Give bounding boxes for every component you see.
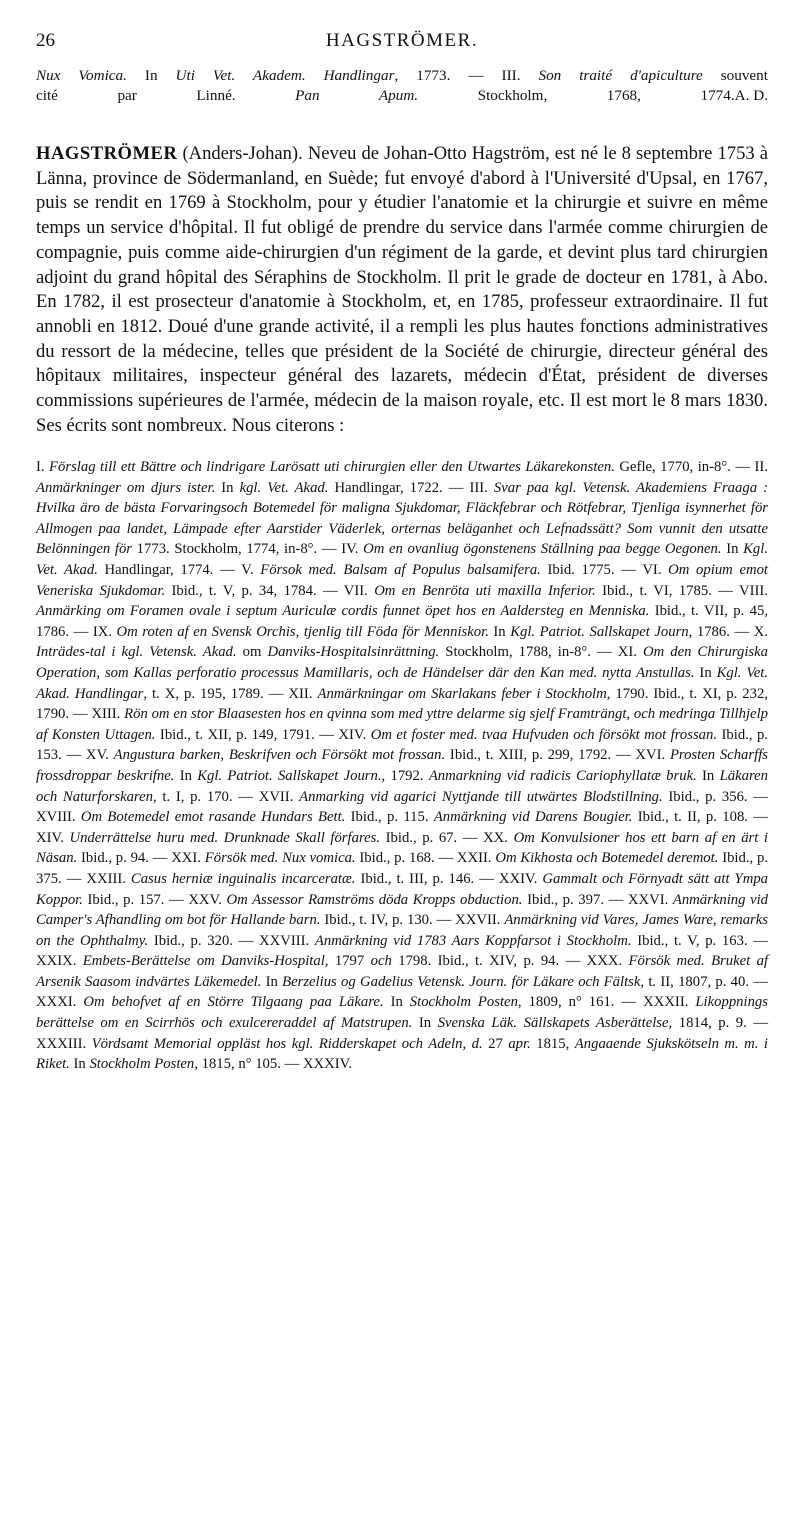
text-run: In	[126, 67, 176, 84]
text-run: 1798. Ibid., t. XIV, p. 94. — XXX.	[391, 953, 629, 970]
text-run: Ibid., t. VI, 1785. — VIII.	[595, 582, 768, 599]
text-run: Ibid. 1775. — VI.	[540, 562, 669, 578]
text-run: 1773. Stockholm, 1774, in-8°. — IV.	[132, 541, 364, 558]
entry-forenames: (Anders-Johan).	[182, 143, 303, 164]
italic-title-run: Angustura barken, Beskrifven och Försökt mot frossan.	[113, 747, 446, 764]
italic-title-run: Angaaende Sjukskötseln m. m. i Riket.	[36, 1035, 769, 1073]
text-run: , t. X, p. 195, 1789. — XII.	[143, 685, 318, 702]
text-run: , t. I, p. 170. — XVII.	[152, 788, 300, 805]
italic-title-run: Pan Apum.	[295, 87, 419, 104]
italic-title-run: Danviks-Hospitalsinrättning.	[267, 644, 440, 661]
text-run: , t. II, 1807, p. 40. — XXXI.	[36, 973, 768, 1011]
text-run: In	[412, 1015, 438, 1032]
text-run: , 1792.	[381, 767, 429, 784]
text-run: Ibid., p. 94. — XXI.	[77, 850, 205, 867]
text-run: In	[69, 1056, 90, 1073]
text-run: Ibid., p. 153. — XV.	[36, 726, 768, 764]
italic-title-run: Försok med. Balsam af Populus balsamifera.	[260, 562, 541, 578]
text-run: om	[236, 644, 268, 661]
text-run: 1815,	[530, 1035, 575, 1052]
italic-title-run: Anmarking vid agarici Nyttjande till utwärtes Blodstillning.	[299, 788, 663, 805]
italic-title-run: Om et foster med. tvaa Hufvuden och försökt mot frossan.	[370, 726, 718, 743]
running-title: HAGSTRÖMER.	[325, 30, 479, 51]
italic-title-run: Om en Benröta uti maxilla Inferior.	[374, 582, 596, 599]
text-run: I.	[36, 459, 50, 476]
text-run: In	[174, 767, 198, 784]
text-run: Ibid., p. 397. — XXVI.	[522, 891, 673, 908]
text-run: Handlingar, 1774. — V.	[97, 562, 261, 578]
italic-title-run: Kgl. Vet. Akad. Handlingar	[36, 664, 768, 702]
text-run: Handlingar, 1722. — III.	[328, 479, 494, 496]
italic-title-run: och	[370, 953, 392, 970]
previous-entry-line-text	[36, 87, 735, 104]
italic-title-run: Om Assessor Ramströms döda Kropps obduction.	[226, 891, 523, 908]
italic-title-run: Likoppnings berättelse om en Scirrhös och exulcereraddel af Matstrupen.	[36, 994, 768, 1032]
italic-title-run: Anmärkning vid Darens Bougier.	[433, 809, 633, 826]
italic-title-run: Son traité d'apiculture	[538, 67, 703, 84]
italic-title-run: Anmärkning vid Camper's Afhandling om bot för Hallande barn.	[36, 891, 769, 929]
text-run: Ibid., p. 115.	[345, 809, 434, 826]
italic-title-run: Anmärkning vid 1783 Aars Koppfarsot i Stockholm.	[314, 932, 632, 949]
text-run: In	[488, 623, 511, 640]
text-run: Ibid., p. 168. — XXII.	[355, 850, 496, 867]
previous-entry-line	[36, 66, 768, 86]
italic-title-run: Om den Chirurgiska Operation, som Kallas perforatio processus Mamillaris, och de Händelser där den Kan med. nytta Anstullas.	[36, 644, 769, 681]
italic-title-run: Kgl. Patriot. Sallskapet Journ	[510, 623, 689, 640]
italic-title-run: Uti Vet. Akadem. Handlingar	[175, 67, 395, 84]
text-run: Ibid., t. XIII, p. 299, 1792. — XVI.	[445, 747, 670, 764]
italic-title-run: Förslag till ett Bättre och lindrigare Larösatt uti chirurgien eller den Utwartes Läkarekonsten.	[49, 459, 615, 476]
text-run: In	[215, 479, 240, 496]
text-run: Ibid., p. 320. — XXVIII.	[148, 932, 315, 949]
text-run: souvent	[702, 67, 768, 84]
text-run: Ibid., t. V, p. 34, 1784. — VII.	[165, 582, 375, 599]
italic-title-run: Läkaren och Naturforskaren	[36, 767, 768, 805]
italic-title-run: Om behofvet af en Större Tilgaang paa Läkare.	[83, 994, 384, 1011]
text-run: , 1790. Ibid., t. XI, p. 232, 1790. — XIII.	[36, 685, 768, 723]
italic-title-run: Försök med. Bruket af Arsenik Saasom indvärtes Läkemedel.	[36, 953, 769, 990]
text-run: Gefle, 1770, in-8°. — II.	[614, 459, 768, 476]
italic-title-run: kgl. Vet. Akad.	[239, 479, 329, 496]
italic-title-run: Anmärkninger om djurs ister.	[36, 479, 216, 496]
italic-title-run: Om en ovanliug ögonstenens Ställning paa begge Oegonen.	[363, 541, 722, 558]
previous-entry-tail	[36, 66, 768, 106]
italic-title-run: Vördsamt Memorial oppläst hos kgl. Ridderskapet och Adeln, d.	[91, 1035, 483, 1052]
italic-title-run: Berzelius og Gadelius Vetensk. Journ. för Läkare och Fältsk	[282, 973, 641, 990]
italic-title-run: Kgl. Patriot. Sallskapet Journ.	[197, 767, 382, 784]
italic-title-run: Underrättelse huru med. Drunknade Skall förfares.	[69, 829, 381, 846]
entry-headword: HAGSTRÖMER	[36, 143, 178, 164]
text-run: cité par Linné.	[36, 87, 296, 104]
text-run: , 1814, p. 9. — XXXIII.	[36, 1015, 768, 1052]
italic-title-run: Rön om en stor Blaasesten hos en qvinna som med yttre delarme sig sjelf Framträngt, och medringa Tillhjelp af Konsten Uttagen.	[36, 706, 769, 743]
italic-title-run: Svenska Läk. Sällskapets Asberättelse	[437, 1015, 669, 1032]
entry-biography-text: Neveu de Johan-Otto Hagström, est né le 8 septembre 1753 à Länna, province de Södermanland, en Suède; fut envoyé d'abord à l'Université d'Upsal, en 1767, puis se rendit en 1769 à Stockholm, pour y étudier l'anatomie et la chirurgie et suivre en même temps un service d'hôpital. Il fut obligé de prendre du service dans l'armée comme chirurgien de compagnie, puis comme aide-chirurgien d'un régiment de la garde, et devint plus tard chirurgien adjoint du grand hôpital des Séraphins de Stockholm. Il prit le grade de docteur en 1781, à Abo. En 1782, il est prosecteur d'anatomie à Stockholm, et, en 1785, professeur extraordinaire. Il fut annobli en 1812. Doué d'une grande activité, il a rempli les plus hautes fonctions administratives du ressort de la médecine, telles que président de la Société de chirurgie, directeur général des hôpitaux militaires, inspecteur général des lazarets, médecin d'État, président de diverses commissions supérieures de l'armée, médecin de la maison royale, etc. Il est mort le 8 mars 1830. Ses écrits sont nombreux. Nous citerons :	[36, 143, 768, 436]
bibliography-list	[36, 457, 768, 1075]
text-run: , 1773. — III.	[394, 67, 539, 84]
italic-title-run: Gammalt och Förnyadt sätt att Ympa Koppor.	[36, 870, 769, 908]
text-run: Ibid., p. 375. — XXIII.	[36, 850, 768, 887]
italic-title-run: Stockholm Posten	[409, 994, 518, 1011]
previous-entry-line	[36, 86, 768, 106]
italic-title-run: Nux Vomica.	[36, 67, 127, 84]
text-run: Ibid., t. V, p. 163. — XXIX.	[36, 932, 768, 970]
italic-title-run: Om opium emot Veneriska Sjukdomar.	[36, 562, 768, 599]
entry-biography	[36, 142, 768, 438]
text-run: In	[721, 541, 744, 558]
italic-title-run: Embets-Berättelse om Danviks-Hospital,	[82, 953, 329, 970]
text-run: In	[694, 664, 717, 681]
author-signature: A. D.	[734, 87, 768, 104]
text-run: Ibid., p. 157. — XXV.	[82, 891, 227, 908]
italic-title-run: Svar paa kgl. Vetensk. Akademiens Fraaga : Hvilka äro de bästa Forvaringsoch Botemedel för maligna Sjukdomar, Fläckfebrar och Rötfebrar, Tjenliga isynnerhet för Allmogen paa landet, Lämpade efter Aarstider Väderlek, orternas beläganhet och Lefnadssätt? Som vunnit den utsatte Belönningen för	[36, 479, 768, 558]
italic-title-run: Kgl. Vet. Akad.	[36, 541, 768, 578]
italic-title-run: Anmärkning vid Vares, James Ware, remarks on the Ophthalmy.	[36, 912, 768, 949]
text-run: In	[383, 994, 410, 1011]
italic-title-run: Anmärkningar om Skarlakans feber i Stockholm	[317, 685, 607, 702]
italic-title-run: apr.	[508, 1035, 531, 1052]
text-run: Ibid., t. II, p. 108. — XIV.	[36, 809, 768, 846]
text-run: Ibid., t. IV, p. 130. — XXVII.	[320, 912, 505, 929]
page-number: 26	[36, 30, 55, 51]
italic-title-run: Om Botemedel emot rasande Hundars Bett.	[80, 809, 346, 826]
italic-title-run: Om Konvulsioner hos ett barn af en ärt i Näsan.	[36, 829, 769, 867]
text-run: Stockholm, 1768, 1774.	[418, 87, 735, 104]
italic-title-run: Försök med. Nux vomica.	[204, 850, 356, 867]
running-head	[36, 30, 768, 56]
italic-title-run: Anmarkning vid radicis Cariophyllatæ bruk.	[428, 767, 697, 784]
text-run: 27	[482, 1035, 509, 1052]
text-run: Ibid., p. 67. — XX.	[380, 829, 514, 846]
italic-title-run: Stockholm Posten	[89, 1056, 195, 1073]
italic-title-run: Om Kikhosta och Botemedel deremot.	[495, 850, 719, 867]
text-run: Ibid., t. VII, p. 45, 1786. — IX.	[36, 603, 768, 640]
text-run: 1797	[328, 953, 371, 970]
italic-title-run: Prosten Scharffs frossdroppar beskrifne.	[36, 747, 768, 784]
italic-title-run: Om roten af en Svensk Orchis, tjenlig till Föda för Menniskor.	[116, 623, 489, 640]
text-run: Ibid., p. 356. — XVIII.	[36, 788, 768, 826]
text-run: , 1786. — X.	[688, 623, 768, 640]
italic-title-run: Anmärking om Foramen ovale i septum Auriculæ cordis funnet öpet hos en Aaldersteg en Menniska.	[36, 603, 650, 620]
text-run: , 1809, n° 161. — XXXII.	[517, 994, 696, 1011]
italic-title-run: Casus herniæ inguinalis incarceratæ.	[130, 870, 356, 887]
text-run: Ibid., t. XII, p. 149, 1791. — XIV.	[155, 726, 371, 743]
text-run: Stockholm, 1788, in-8°. — XI.	[439, 644, 644, 661]
text-run: In	[696, 767, 720, 784]
italic-title-run: Inträdes-tal i kgl. Vetensk. Akad.	[36, 644, 237, 661]
text-run: In	[261, 973, 283, 990]
text-run: Ibid., t. III, p. 146. — XXIV.	[355, 870, 543, 887]
text-run: , 1815, n° 105. — XXXIV.	[194, 1056, 353, 1073]
